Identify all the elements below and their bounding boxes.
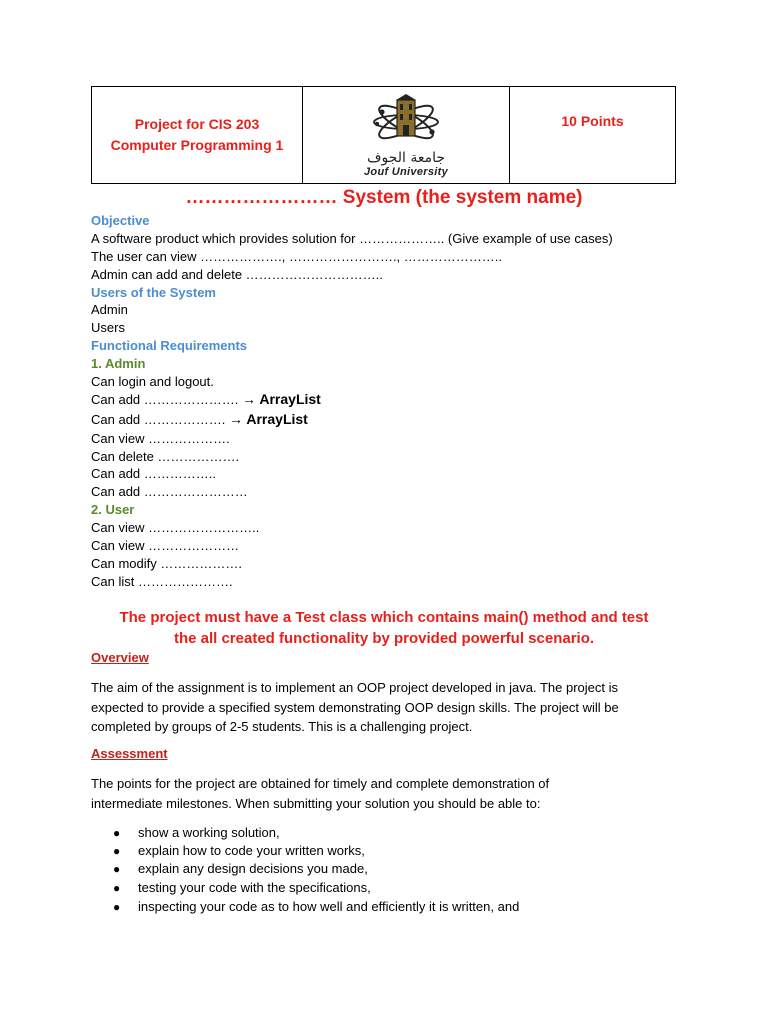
university-logo bbox=[303, 87, 509, 183]
user-requirement: Can list …………………. bbox=[91, 574, 233, 589]
assessment-bullet bbox=[113, 824, 280, 842]
test-class-notice-line: The project must have a Test class which contains main() method and test bbox=[119, 609, 649, 626]
bullet-dot-icon: ● bbox=[113, 900, 121, 914]
admin-requirement bbox=[91, 448, 239, 465]
arraylist-label: → ArrayList bbox=[229, 411, 308, 427]
user-heading: 2. User bbox=[91, 502, 135, 517]
assessment-paragraph bbox=[91, 774, 549, 813]
admin-requirement-text: Can view ………………. bbox=[91, 431, 230, 446]
admin-requirement bbox=[91, 391, 321, 408]
header-table bbox=[91, 86, 676, 184]
bullet-dot-icon: ● bbox=[113, 862, 121, 876]
admin-requirement bbox=[91, 411, 308, 428]
test-class-notice-line: the all created functionality by provided powerful scenario. bbox=[173, 630, 595, 647]
system-title: …………………… System (the system name) bbox=[185, 187, 583, 208]
bullet-text: testing your code with the specifications, bbox=[138, 880, 371, 895]
user-requirement: Can view ………………… bbox=[91, 538, 240, 553]
users-item: Admin bbox=[91, 302, 128, 317]
arraylist-label: → ArrayList bbox=[242, 391, 321, 407]
user-requirement: Can modify ………………. bbox=[91, 556, 242, 571]
bullet-dot-icon: ● bbox=[113, 844, 121, 858]
bullet-text: show a working solution, bbox=[138, 825, 280, 840]
admin-requirement-text: Can add …………………. bbox=[91, 392, 242, 407]
points-value: 10 Points bbox=[561, 113, 624, 129]
admin-requirement bbox=[91, 373, 214, 390]
overview-paragraph bbox=[91, 678, 619, 737]
functional-heading: Functional Requirements bbox=[91, 338, 248, 353]
users-heading: Users of the System bbox=[91, 285, 216, 300]
logo-english-text: Jouf University bbox=[364, 166, 448, 178]
assessment-heading: Assessment bbox=[91, 746, 168, 761]
points-cell bbox=[510, 87, 676, 184]
admin-requirement bbox=[91, 465, 216, 482]
assessment-bullet bbox=[113, 898, 519, 916]
admin-requirement bbox=[91, 430, 230, 447]
assessment-line: The points for the project are obtained for timely and complete demonstration of bbox=[91, 776, 550, 791]
assessment-line: intermediate milestones. When submitting your solution you should be able to: bbox=[91, 795, 541, 811]
assessment-bullet bbox=[113, 879, 371, 897]
users-item: Users bbox=[91, 320, 125, 335]
logo-cell bbox=[303, 87, 510, 184]
overview-line: expected to provide a specified system demonstrating OOP design skills. The project will be bbox=[91, 699, 619, 715]
course-cell bbox=[92, 87, 303, 184]
assessment-bullet bbox=[113, 860, 368, 878]
overview-line: The aim of the assignment is to implement an OOP project developed in java. The project is bbox=[91, 680, 619, 695]
overview-heading: Overview bbox=[91, 650, 149, 665]
user-requirement: Can view …………………….. bbox=[91, 520, 260, 535]
admin-requirement-text: Can login and logout. bbox=[91, 374, 214, 389]
bullet-text: explain any design decisions you made, bbox=[138, 861, 368, 876]
admin-requirement bbox=[91, 483, 248, 500]
admin-heading: 1. Admin bbox=[91, 356, 146, 371]
objective-heading: Objective bbox=[91, 213, 150, 228]
objective-line: The user can view ………………., ……………………., ………………….. bbox=[91, 249, 502, 264]
bullet-text: inspecting your code as to how well and efficiently it is written, and bbox=[138, 899, 520, 914]
bullet-dot-icon: ● bbox=[113, 881, 121, 895]
course-code: Project for CIS 203 bbox=[134, 116, 260, 132]
bullet-dot-icon: ● bbox=[113, 826, 121, 840]
admin-requirement-text: Can add …………………… bbox=[91, 484, 248, 499]
overview-line: completed by groups of 2-5 students. This is a challenging project. bbox=[91, 719, 473, 734]
atom-emblem-icon bbox=[360, 92, 452, 150]
course-name: Computer Programming 1 bbox=[110, 137, 284, 153]
objective-line: A software product which provides solution for ……………….. (Give example of use cases) bbox=[91, 231, 613, 246]
bullet-text: explain how to code your written works, bbox=[138, 843, 365, 858]
admin-requirement-text: Can add …………….. bbox=[91, 466, 216, 481]
logo-arabic-text: جامعة الجوف bbox=[366, 150, 446, 166]
assessment-bullet bbox=[113, 842, 365, 860]
objective-line: Admin can add and delete ………………………….. bbox=[91, 267, 383, 282]
admin-requirement-text: Can add ………………. bbox=[91, 412, 229, 427]
admin-requirement-text: Can delete ………………. bbox=[91, 449, 240, 464]
